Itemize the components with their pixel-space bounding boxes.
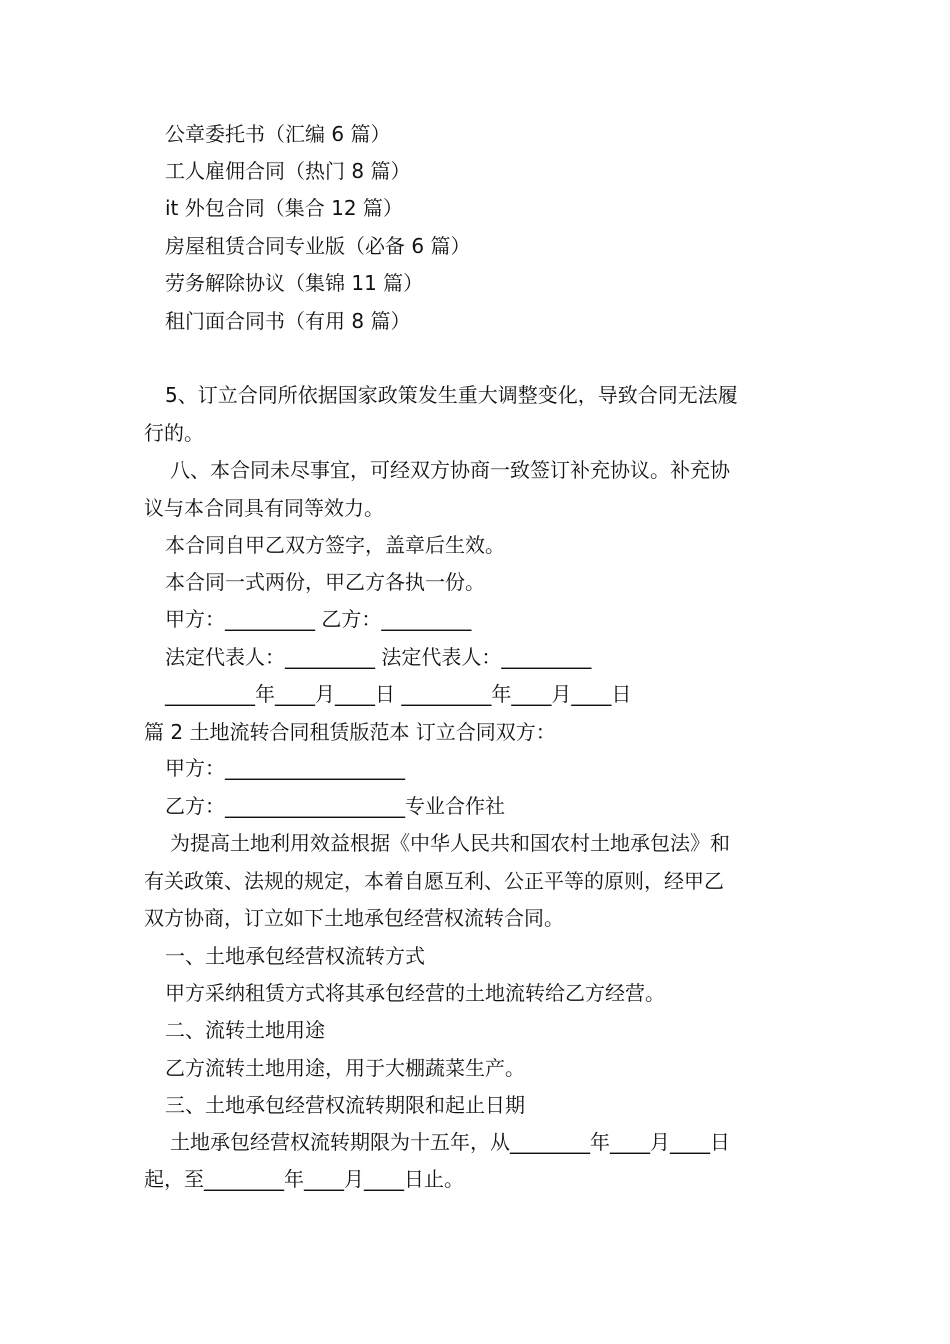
related-link[interactable]: 房屋租赁合同专业版（必备 6 篇） [165,234,471,258]
paragraph-line: 双方协商，订立如下土地承包经营权流转合同。 [144,906,564,930]
paragraph-line: 甲方采纳租赁方式将其承包经营的土地流转给乙方经营。 [165,981,665,1005]
paragraph-line: 有关政策、法规的规定，本着自愿互利、公正平等的原则，经甲乙 [144,869,724,893]
related-link[interactable]: 工人雇佣合同（热门 8 篇） [165,159,411,183]
paragraph-line: 本合同自甲乙双方签字，盖章后生效。 [165,533,505,557]
paragraph-line: 乙方流转土地用途，用于大棚蔬菜生产。 [165,1056,525,1080]
party-line: 甲方：__________________ [165,756,405,780]
signature-line: 甲方：_________ 乙方：_________ [165,607,472,631]
paragraph-line: 议与本合同具有同等效力。 [144,496,384,520]
party-line: 乙方：__________________专业合作社 [165,794,505,818]
paragraph-line: 5、订立合同所依据国家政策发生重大调整变化，导致合同无法履 [165,383,738,407]
paragraph-line: 行的。 [144,421,204,445]
paragraph-line: 本合同一式两份，甲乙方各执一份。 [165,570,485,594]
clause-heading: 二、流转土地用途 [165,1018,325,1042]
related-link[interactable]: 公章委托书（汇编 6 篇） [165,122,391,146]
paragraph-line: 土地承包经营权流转期限为十五年，从________年____月____日 [170,1130,730,1154]
clause-heading: 三、土地承包经营权流转期限和起止日期 [165,1093,525,1117]
clause-heading: 一、土地承包经营权流转方式 [165,944,425,968]
section-heading: 篇 2 土地流转合同租赁版范本 订立合同双方： [144,720,556,744]
paragraph-line: 为提高土地利用效益根据《中华人民共和国农村土地承包法》和 [170,831,730,855]
related-link[interactable]: 劳务解除协议（集锦 11 篇） [165,271,424,295]
related-link[interactable]: 租门面合同书（有用 8 篇） [165,309,411,333]
paragraph-line: 八、本合同未尽事宜，可经双方协商一致签订补充协议。补充协 [170,458,730,482]
signature-line: 法定代表人：_________ 法定代表人：_________ [165,645,592,669]
related-link[interactable]: it 外包合同（集合 12 篇） [165,196,403,220]
paragraph-line: 起，至________年____月____日止。 [144,1167,464,1191]
date-line: _________年____月____日 _________年____月____日 [165,682,632,706]
